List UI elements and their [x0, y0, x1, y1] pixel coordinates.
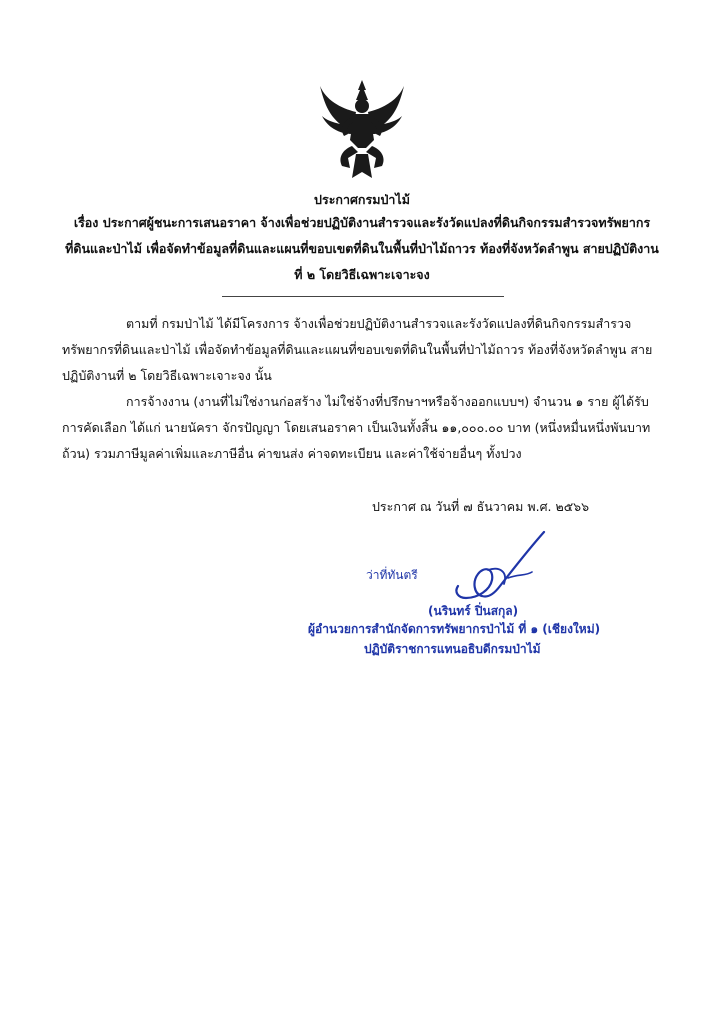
signer-acting-position: ปฏิบัติราชการแทนอธิบดีกรมป่าไม้ — [364, 642, 541, 656]
announcement-date: ประกาศ ณ วันที่ ๗ ธันวาคม พ.ศ. ๒๕๖๖ — [372, 499, 590, 514]
paragraph-award: การจ้างงาน (งานที่ไม่ใช่งานก่อสร้าง ไม่ใช่จ้างที่ปรึกษาฯหรือจ้างออกแบบฯ) จำนวน ๑ ราย ผู้ได้รับการคัดเลือก ได้แก่ นายนัครา จักรปัญญา โดยเสนอราคา เป็นเงินทั้งสิ้น ๑๑,๐๐๐.๐๐ บาท (หนึ่งหมื่นหนึ่งพันบาทถ้วน) รวมภาษีมูลค่าเพิ่มและภาษีอื่น ค่าขนส่ง ค่าจดทะเบียน และค่าใช้จ่ายอื่นๆ ทั้งปวง — [62, 394, 651, 461]
signer-name: (นรินทร์ ปิ่นสกุล) — [428, 604, 519, 618]
garuda-emblem-icon — [316, 78, 408, 182]
paragraph-project: ตามที่ กรมป่าไม้ ได้มีโครงการ จ้างเพื่อช่วยปฏิบัติงานสำรวจและรังวัดแปลงที่ดินกิจกรรมสำรวจทรัพยากรที่ดินและป่าไม้ เพื่อจัดทำข้อมูลที่ดินและแผนที่ขอบเขตที่ดินในพื้นที่ป่าไม้ถาวร ท้องที่จังหวัดลำพูน สายปฏิบัติงานที่ ๒ โดยวิธีเฉพาะเจาะจง นั้น — [62, 316, 653, 383]
signer-rank: ว่าที่ทันตรี — [366, 568, 418, 582]
separator-line — [222, 296, 504, 297]
document-title: ประกาศกรมป่าไม้ — [314, 192, 410, 207]
document-subject: เรื่อง ประกาศผู้ชนะการเสนอราคา จ้างเพื่อช่วยปฏิบัติงานสำรวจและรังวัดแปลงที่ดินกิจกรรมสำรวจทรัพยากรที่ดินและป่าไม้ เพื่อจัดทำข้อมูลที่ดินและแผนที่ขอบเขตที่ดินในพื้นที่ป่าไม้ถาวร ท้องที่จังหวัดลำพูน สายปฏิบัติงานที่ ๒ โดยวิธีเฉพาะเจาะจง — [65, 215, 659, 282]
handwritten-signature — [448, 528, 548, 608]
signer-position: ผู้อำนวยการสำนักจัดการทรัพยากรป่าไม้ ที่ ๑ (เชียงใหม่) — [308, 622, 601, 636]
